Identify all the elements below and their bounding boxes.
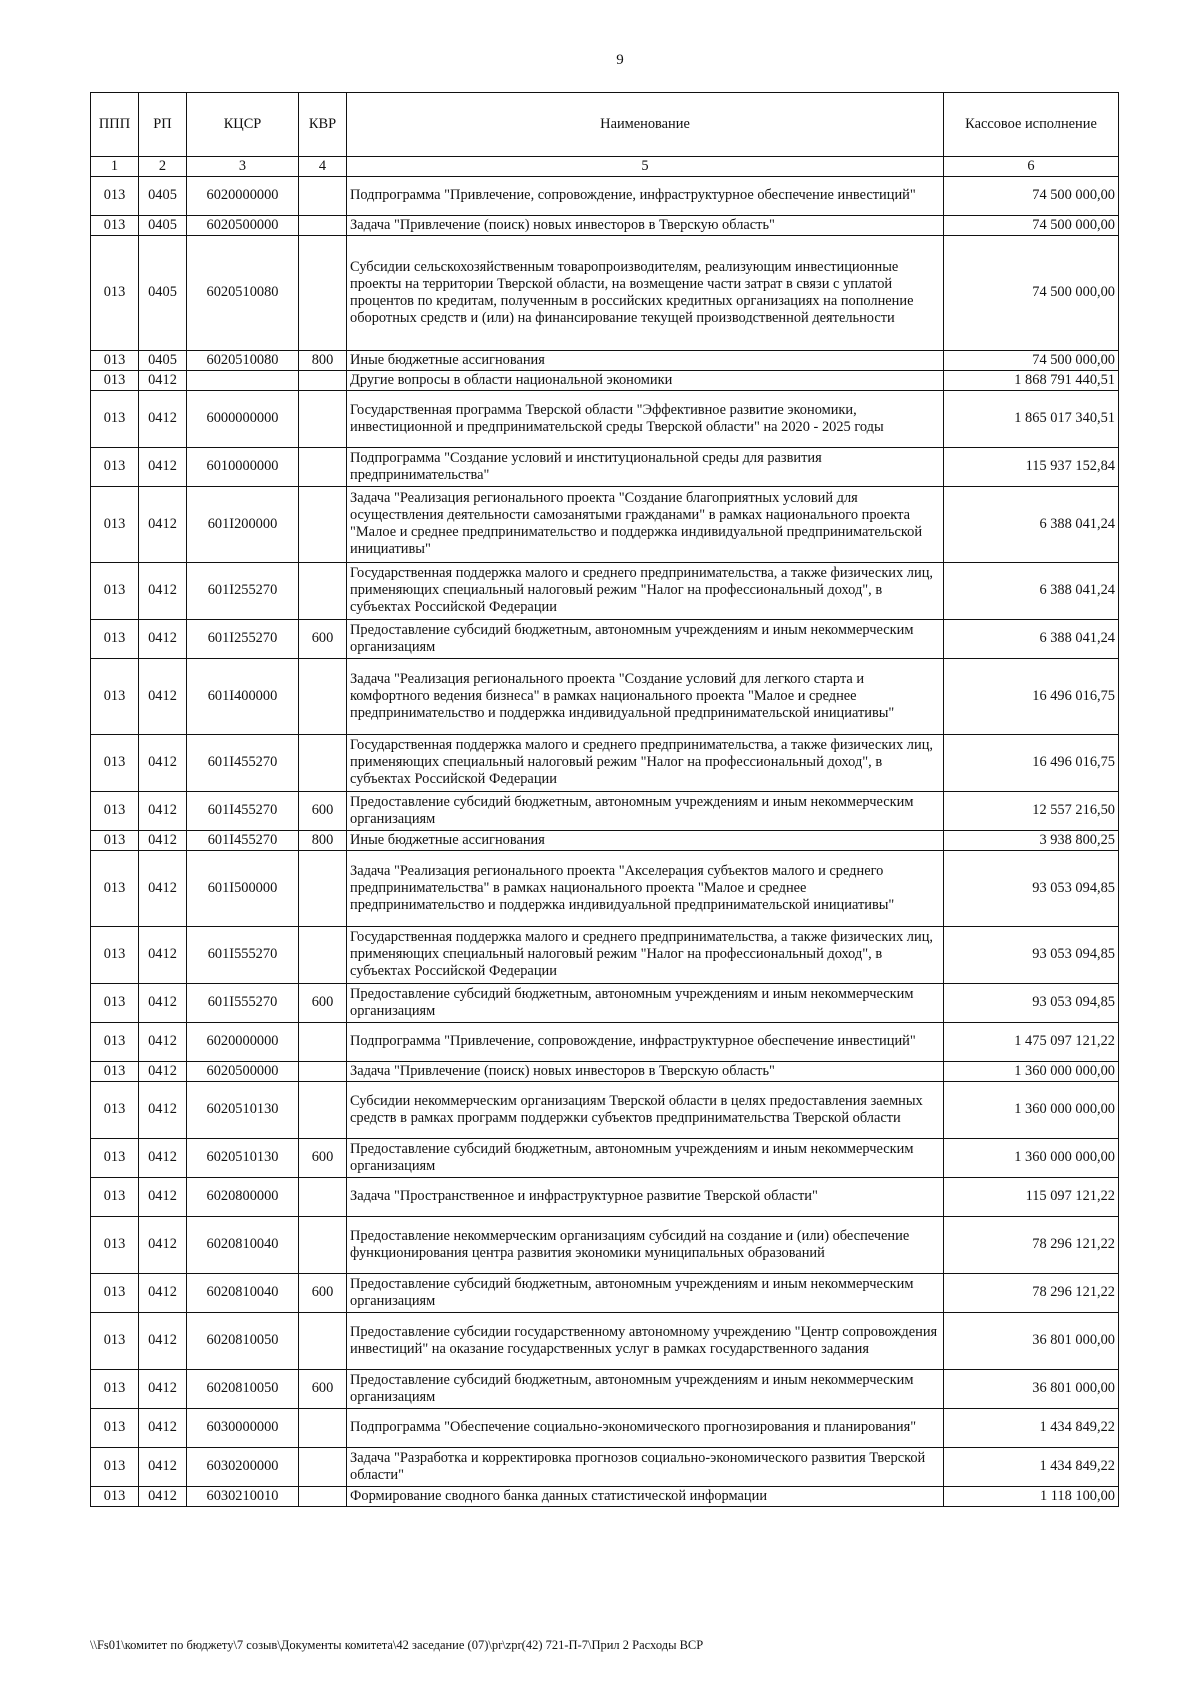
page-number: 9 [616, 52, 624, 68]
table-row [91, 791, 1119, 830]
cell-amount: 1 360 000 000,00 [944, 1138, 1119, 1177]
table-row [91, 1486, 1119, 1506]
cell-kvr [299, 658, 347, 734]
header-kcsr: КЦСР [187, 93, 299, 157]
cell-rp: 0412 [139, 370, 187, 390]
cell-kvr [299, 215, 347, 235]
cell-name: Субсидии некоммерческим организациям Тверской области в целях предоставления заемных средств в рамках программ поддержки субъектов предпринимательства Тверской области [347, 1081, 944, 1138]
cell-amount: 16 496 016,75 [944, 658, 1119, 734]
cell-rp: 0412 [139, 1486, 187, 1506]
cell-rp: 0412 [139, 830, 187, 850]
header-amount: Кассовое исполнение [944, 93, 1119, 157]
cell-rp: 0412 [139, 619, 187, 658]
cell-amount: 6 388 041,24 [944, 619, 1119, 658]
cell-kvr [299, 926, 347, 983]
cell-kcsr [187, 370, 299, 390]
cell-rp: 0412 [139, 390, 187, 447]
cell-name: Субсидии сельскохозяйственным товаропроизводителям, реализующим инвестиционные проекты на территории Тверской области, на возмещение части затрат в связи с уплатой процентов по кредитам, полученным в российских кредитных организациях на пополнение оборотных средств и (или) на финансирование текущей производственной деятельности [347, 235, 944, 350]
cell-ppp: 013 [91, 447, 139, 486]
cell-amount: 36 801 000,00 [944, 1369, 1119, 1408]
cell-kcsr: 601I455270 [187, 830, 299, 850]
table-row [91, 1216, 1119, 1273]
cell-kcsr: 6020810040 [187, 1216, 299, 1273]
cell-kvr [299, 370, 347, 390]
cell-name: Задача "Реализация регионального проекта "Акселерация субъектов малого и среднего предпринимательства" в рамках национального проекта "Малое и среднее предпринимательство и поддержка индивидуальной предпринимательской инициативы" [347, 850, 944, 926]
cell-rp: 0412 [139, 486, 187, 562]
cell-kcsr: 601I500000 [187, 850, 299, 926]
cell-ppp: 013 [91, 1022, 139, 1061]
cell-rp: 0412 [139, 734, 187, 791]
cell-amount: 6 388 041,24 [944, 486, 1119, 562]
cell-ppp: 013 [91, 1081, 139, 1138]
cell-ppp: 013 [91, 734, 139, 791]
cell-kcsr: 601I455270 [187, 791, 299, 830]
cell-kcsr: 601I200000 [187, 486, 299, 562]
cell-kcsr: 6020510080 [187, 350, 299, 370]
cell-name: Подпрограмма "Привлечение, сопровождение, инфраструктурное обеспечение инвестиций" [347, 176, 944, 215]
cell-kcsr: 6020510080 [187, 235, 299, 350]
cell-rp: 0412 [139, 447, 187, 486]
cell-kvr [299, 235, 347, 350]
cell-ppp: 013 [91, 370, 139, 390]
table-row [91, 390, 1119, 447]
cell-name: Задача "Пространственное и инфраструктурное развитие Тверской области" [347, 1177, 944, 1216]
table-row [91, 1177, 1119, 1216]
cell-ppp: 013 [91, 1061, 139, 1081]
cell-name: Другие вопросы в области национальной экономики [347, 370, 944, 390]
cell-kcsr: 6000000000 [187, 390, 299, 447]
cell-name: Государственная поддержка малого и среднего предпринимательства, а также физических лиц, применяющих специальный налоговый режим "Налог на профессиональный доход", в субъектах Российской Федерации [347, 734, 944, 791]
cell-kvr [299, 486, 347, 562]
cell-amount: 1 360 000 000,00 [944, 1061, 1119, 1081]
cell-kvr: 800 [299, 350, 347, 370]
cell-name: Задача "Разработка и корректировка прогнозов социально-экономического развития Тверской области" [347, 1447, 944, 1486]
cell-ppp: 013 [91, 791, 139, 830]
cell-rp: 0405 [139, 176, 187, 215]
table-row [91, 1022, 1119, 1061]
cell-ppp: 013 [91, 1408, 139, 1447]
table-row [91, 1273, 1119, 1312]
table-row [91, 1138, 1119, 1177]
cell-amount: 3 938 800,25 [944, 830, 1119, 850]
table-row [91, 734, 1119, 791]
table-row [91, 370, 1119, 390]
column-number: 3 [187, 157, 299, 177]
cell-kvr [299, 850, 347, 926]
header-ppp: ППП [91, 93, 139, 157]
column-number: 1 [91, 157, 139, 177]
cell-kvr [299, 1216, 347, 1273]
cell-kvr [299, 390, 347, 447]
cell-amount: 6 388 041,24 [944, 562, 1119, 619]
cell-amount: 1 434 849,22 [944, 1408, 1119, 1447]
cell-ppp: 013 [91, 1312, 139, 1369]
cell-ppp: 013 [91, 658, 139, 734]
cell-kcsr: 6020810050 [187, 1369, 299, 1408]
cell-name: Предоставление субсидий бюджетным, автономным учреждениям и иным некоммерческим организациям [347, 1138, 944, 1177]
cell-rp: 0412 [139, 1138, 187, 1177]
cell-rp: 0412 [139, 1312, 187, 1369]
cell-kcsr: 601I255270 [187, 619, 299, 658]
cell-name: Задача "Реализация регионального проекта "Создание благоприятных условий для осуществления деятельности самозанятыми гражданами" в рамках национального проекта "Малое и среднее предпринимательство и поддержка индивидуальной предпринимательской инициативы" [347, 486, 944, 562]
cell-ppp: 013 [91, 1216, 139, 1273]
cell-amount: 1 360 000 000,00 [944, 1081, 1119, 1138]
table-header-row [91, 93, 1119, 157]
cell-ppp: 013 [91, 390, 139, 447]
cell-rp: 0412 [139, 1216, 187, 1273]
table-row [91, 1312, 1119, 1369]
cell-amount: 93 053 094,85 [944, 850, 1119, 926]
cell-kcsr: 6020000000 [187, 1022, 299, 1061]
cell-rp: 0412 [139, 983, 187, 1022]
budget-table [90, 92, 1119, 1507]
cell-ppp: 013 [91, 350, 139, 370]
cell-ppp: 013 [91, 850, 139, 926]
table-body [91, 176, 1119, 1506]
table-row [91, 619, 1119, 658]
table-row [91, 1447, 1119, 1486]
cell-kcsr: 601I555270 [187, 983, 299, 1022]
cell-kvr: 600 [299, 983, 347, 1022]
cell-rp: 0412 [139, 1081, 187, 1138]
cell-kcsr: 6020500000 [187, 215, 299, 235]
cell-ppp: 013 [91, 1273, 139, 1312]
cell-amount: 78 296 121,22 [944, 1216, 1119, 1273]
cell-kvr [299, 1447, 347, 1486]
cell-name: Государственная поддержка малого и среднего предпринимательства, а также физических лиц, применяющих специальный налоговый режим "Налог на профессиональный доход", в субъектах Российской Федерации [347, 926, 944, 983]
cell-amount: 36 801 000,00 [944, 1312, 1119, 1369]
table-row [91, 1081, 1119, 1138]
cell-amount: 12 557 216,50 [944, 791, 1119, 830]
cell-kcsr: 6020800000 [187, 1177, 299, 1216]
cell-kcsr: 6030200000 [187, 1447, 299, 1486]
cell-amount: 74 500 000,00 [944, 235, 1119, 350]
cell-kvr [299, 1486, 347, 1506]
cell-name: Иные бюджетные ассигнования [347, 830, 944, 850]
cell-kvr: 800 [299, 830, 347, 850]
cell-rp: 0412 [139, 1273, 187, 1312]
cell-ppp: 013 [91, 1369, 139, 1408]
header-kvr: КВР [299, 93, 347, 157]
cell-ppp: 013 [91, 486, 139, 562]
cell-ppp: 013 [91, 1177, 139, 1216]
cell-kcsr: 601I555270 [187, 926, 299, 983]
column-number: 5 [347, 157, 944, 177]
cell-ppp: 013 [91, 215, 139, 235]
cell-kcsr: 6020510130 [187, 1138, 299, 1177]
cell-name: Задача "Привлечение (поиск) новых инвесторов в Тверскую область" [347, 1061, 944, 1081]
cell-amount: 93 053 094,85 [944, 926, 1119, 983]
cell-name: Задача "Привлечение (поиск) новых инвесторов в Тверскую область" [347, 215, 944, 235]
cell-amount: 1 434 849,22 [944, 1447, 1119, 1486]
cell-name: Задача "Реализация регионального проекта "Создание условий для легкого старта и комфортного ведения бизнеса" в рамках национального проекта "Малое и среднее предпринимательство и поддержка индивидуальной предпринимательской инициативы" [347, 658, 944, 734]
cell-name: Предоставление субсидий бюджетным, автономным учреждениям и иным некоммерческим организациям [347, 983, 944, 1022]
cell-name: Формирование сводного банка данных статистической информации [347, 1486, 944, 1506]
cell-kcsr: 6020000000 [187, 176, 299, 215]
cell-name: Подпрограмма "Привлечение, сопровождение, инфраструктурное обеспечение инвестиций" [347, 1022, 944, 1061]
cell-rp: 0412 [139, 926, 187, 983]
cell-name: Государственная поддержка малого и среднего предпринимательства, а также физических лиц, применяющих специальный налоговый режим "Налог на профессиональный доход", в субъектах Российской Федерации [347, 562, 944, 619]
cell-rp: 0405 [139, 215, 187, 235]
cell-ppp: 013 [91, 235, 139, 350]
cell-kvr [299, 1177, 347, 1216]
cell-ppp: 013 [91, 619, 139, 658]
cell-name: Предоставление некоммерческим организациям субсидий на создание и (или) обеспечение функционирования центра развития экономики муниципальных образований [347, 1216, 944, 1273]
cell-rp: 0412 [139, 1447, 187, 1486]
cell-name: Государственная программа Тверской области "Эффективное развитие экономики, инвестиционной и предпринимательской среды Тверской области" на 2020 - 2025 годы [347, 390, 944, 447]
cell-kvr: 600 [299, 1138, 347, 1177]
cell-kcsr: 601I255270 [187, 562, 299, 619]
cell-rp: 0412 [139, 1408, 187, 1447]
cell-rp: 0412 [139, 1177, 187, 1216]
cell-amount: 1 118 100,00 [944, 1486, 1119, 1506]
table-row [91, 562, 1119, 619]
cell-amount: 93 053 094,85 [944, 983, 1119, 1022]
table-row [91, 830, 1119, 850]
cell-name: Подпрограмма "Создание условий и институциональной среды для развития предпринимательства" [347, 447, 944, 486]
cell-kvr [299, 1408, 347, 1447]
cell-name: Иные бюджетные ассигнования [347, 350, 944, 370]
header-name: Наименование [347, 93, 944, 157]
cell-kvr [299, 1312, 347, 1369]
cell-name: Предоставление субсидии государственному автономному учреждению "Центр сопровождения инвестиций" на оказание государственных услуг в рамках государственного задания [347, 1312, 944, 1369]
cell-kcsr: 601I400000 [187, 658, 299, 734]
cell-amount: 74 500 000,00 [944, 176, 1119, 215]
table-row [91, 215, 1119, 235]
cell-kcsr: 6020810050 [187, 1312, 299, 1369]
cell-name: Предоставление субсидий бюджетным, автономным учреждениям и иным некоммерческим организациям [347, 1273, 944, 1312]
cell-kcsr: 6030210010 [187, 1486, 299, 1506]
cell-kvr: 600 [299, 1369, 347, 1408]
table-row [91, 983, 1119, 1022]
column-number: 6 [944, 157, 1119, 177]
cell-amount: 1 865 017 340,51 [944, 390, 1119, 447]
table-row [91, 1061, 1119, 1081]
cell-kvr: 600 [299, 791, 347, 830]
table-row [91, 1408, 1119, 1447]
cell-name: Подпрограмма "Обеспечение социально-экономического прогнозирования и планирования" [347, 1408, 944, 1447]
cell-amount: 74 500 000,00 [944, 215, 1119, 235]
header-rp: РП [139, 93, 187, 157]
cell-kcsr: 6020500000 [187, 1061, 299, 1081]
cell-kcsr: 601I455270 [187, 734, 299, 791]
table-row [91, 350, 1119, 370]
table-row [91, 447, 1119, 486]
cell-kvr [299, 176, 347, 215]
cell-rp: 0405 [139, 350, 187, 370]
table-row [91, 850, 1119, 926]
cell-rp: 0412 [139, 1061, 187, 1081]
cell-ppp: 013 [91, 1486, 139, 1506]
cell-amount: 78 296 121,22 [944, 1273, 1119, 1312]
cell-kvr: 600 [299, 1273, 347, 1312]
cell-amount: 115 097 121,22 [944, 1177, 1119, 1216]
cell-ppp: 013 [91, 562, 139, 619]
cell-kcsr: 6020510130 [187, 1081, 299, 1138]
column-number: 4 [299, 157, 347, 177]
footer-file-path: \\Fs01\комитет по бюджету\7 созыв\Документы комитета\42 заседание (07)\pr\zpr(42) 721-П-7\Прил 2 Расходы ВСР [90, 1638, 704, 1652]
cell-rp: 0412 [139, 1369, 187, 1408]
cell-kvr [299, 447, 347, 486]
cell-rp: 0412 [139, 1022, 187, 1061]
column-number: 2 [139, 157, 187, 177]
cell-amount: 1 475 097 121,22 [944, 1022, 1119, 1061]
cell-kcsr: 6030000000 [187, 1408, 299, 1447]
cell-ppp: 013 [91, 830, 139, 850]
cell-ppp: 013 [91, 1138, 139, 1177]
cell-kvr [299, 1061, 347, 1081]
cell-name: Предоставление субсидий бюджетным, автономным учреждениям и иным некоммерческим организациям [347, 619, 944, 658]
cell-name: Предоставление субсидий бюджетным, автономным учреждениям и иным некоммерческим организациям [347, 1369, 944, 1408]
cell-kvr [299, 734, 347, 791]
cell-ppp: 013 [91, 983, 139, 1022]
cell-rp: 0412 [139, 850, 187, 926]
table-row [91, 1369, 1119, 1408]
cell-kcsr: 6020810040 [187, 1273, 299, 1312]
cell-kvr [299, 1022, 347, 1061]
cell-rp: 0412 [139, 791, 187, 830]
cell-rp: 0405 [139, 235, 187, 350]
cell-ppp: 013 [91, 926, 139, 983]
cell-ppp: 013 [91, 1447, 139, 1486]
cell-ppp: 013 [91, 176, 139, 215]
cell-amount: 16 496 016,75 [944, 734, 1119, 791]
cell-amount: 115 937 152,84 [944, 447, 1119, 486]
cell-kvr: 600 [299, 619, 347, 658]
table-row [91, 658, 1119, 734]
column-number-row [91, 157, 1119, 177]
table-row [91, 235, 1119, 350]
cell-kcsr: 6010000000 [187, 447, 299, 486]
cell-rp: 0412 [139, 562, 187, 619]
table-row [91, 486, 1119, 562]
cell-kvr [299, 1081, 347, 1138]
table-row [91, 176, 1119, 215]
cell-name: Предоставление субсидий бюджетным, автономным учреждениям и иным некоммерческим организациям [347, 791, 944, 830]
cell-amount: 1 868 791 440,51 [944, 370, 1119, 390]
cell-rp: 0412 [139, 658, 187, 734]
table-row [91, 926, 1119, 983]
cell-amount: 74 500 000,00 [944, 350, 1119, 370]
cell-kvr [299, 562, 347, 619]
